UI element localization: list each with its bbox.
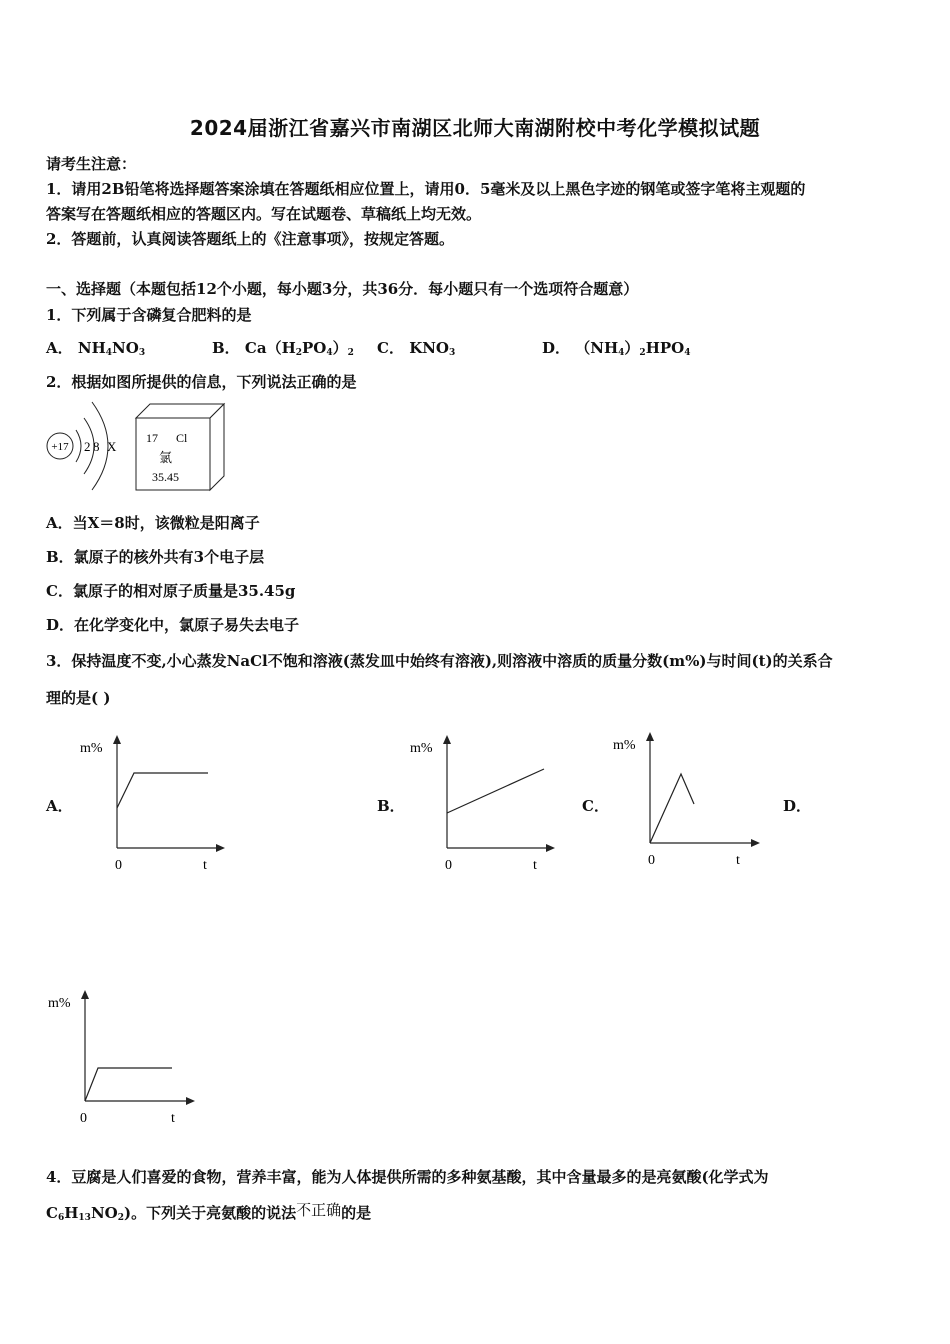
notice-line-2: 2．答题前，认真阅读答题纸上的《注意事项》，按规定答题。 [46,230,454,248]
q1-option-b: B． $Ca(H_2PO_4)_2$ [212,339,354,358]
q1-option-a: A． $NH_4NO_3$ [46,339,146,358]
notice-line-1a: 1．请用2B铅笔将选择题答案涂填在答题纸相应位置上，请用0．5毫米及以上黑色字迹的钢笔或签字笔将主观题的 [46,180,806,198]
y-axis-arrow [81,990,89,999]
notice-heading: 请考生注意： [46,155,137,173]
origin-label: 0 [648,853,655,868]
q3-stem-line-2: 理的是( ) [46,689,111,707]
axis-x-label: t [533,858,537,873]
axis-x-label: t [736,853,740,868]
origin-label: 0 [80,1111,87,1126]
element-name: 氯 [159,450,173,465]
shell-2-count: 8 [93,439,100,454]
x-axis-arrow [186,1097,195,1105]
q3-stem-line-1: 3．保持温度不变,小心蒸发NaCl不饱和溶液(蒸发皿中始终有溶液),则溶液中溶质的质量分数(m%)与时间(t)的关系合 [46,652,833,670]
q3-label-a: A． [46,797,73,815]
x-axis-arrow [216,844,225,852]
curve-a [117,773,208,808]
q1-option-c: C． $KNO_3$ [377,339,456,358]
q3-graph-a [70,730,230,880]
q4-stem-line-2: $C_6H_{13}NO_2$)。下列关于亮氨酸的说法不正确的是 [46,1201,372,1223]
q3-label-b: B． [377,797,405,815]
shell-3-count: X [107,439,117,454]
q4-stem-line-1: 4．豆腐是人们喜爱的食物，营养丰富，能为人体提供所需的多种氨基酸，其中含量最多的是亮氨酸(化学式为 [46,1168,769,1186]
axis-x-label: t [203,858,207,873]
q2-option-a: A．当X＝8时，该微粒是阳离子 [46,514,260,532]
x-axis-arrow [546,844,555,852]
origin-label: 0 [445,858,452,873]
axis-y-label: m% [410,741,433,756]
axis-y-label: m% [80,741,103,756]
atomic-number: 17 [146,431,158,445]
q2-stem: 2．根据如图所提供的信息，下列说法正确的是 [46,373,357,391]
q1-stem: 1．下列属于含磷复合肥料的是 [46,306,252,324]
q3-graph-c [605,727,765,877]
q3-graph-d [40,985,200,1135]
q2-option-b: B．氯原子的核外共有3个电子层 [46,548,265,566]
cube-top [136,404,224,418]
element-symbol: Cl [176,431,188,445]
nucleus-charge: +17 [51,441,69,453]
q2-option-c: C．氯原子的相对原子质量是35.45g [46,582,296,600]
x-axis-arrow [751,839,760,847]
atomic-mass: 35.45 [152,470,179,484]
axis-y-label: m% [613,738,636,753]
page-title: 2024届浙江省嘉兴市南湖区北师大南湖附校中考化学模拟试题 [189,116,761,140]
y-axis-arrow [113,735,121,744]
axis-x-label: t [171,1111,175,1126]
notice-line-1b: 答案写在答题纸相应的答题区内。写在试题卷、草稿纸上均无效。 [46,205,482,223]
q2-option-d: D．在化学变化中，氯原子易失去电子 [46,616,300,634]
y-axis-arrow [443,735,451,744]
shell-arc-1 [76,430,81,462]
shell-1-count: 2 [84,439,91,454]
curve-d [85,1068,172,1101]
q3-label-d: D． [783,797,812,815]
q3-graph-b [400,730,560,880]
q3-label-c: C． [582,797,609,815]
y-axis-arrow [646,732,654,741]
curve-b [447,769,544,813]
curve-c [650,774,694,843]
q1-option-d: D． $(NH_4)_2HPO_4$ [542,339,691,358]
chlorine-atom-figure [40,396,240,496]
axis-y-label: m% [48,996,71,1011]
cube-side [210,404,224,490]
section-heading: 一、选择题（本题包括12个小题，每小题3分，共36分．每小题只有一个选项符合题意） [46,280,639,298]
origin-label: 0 [115,858,122,873]
